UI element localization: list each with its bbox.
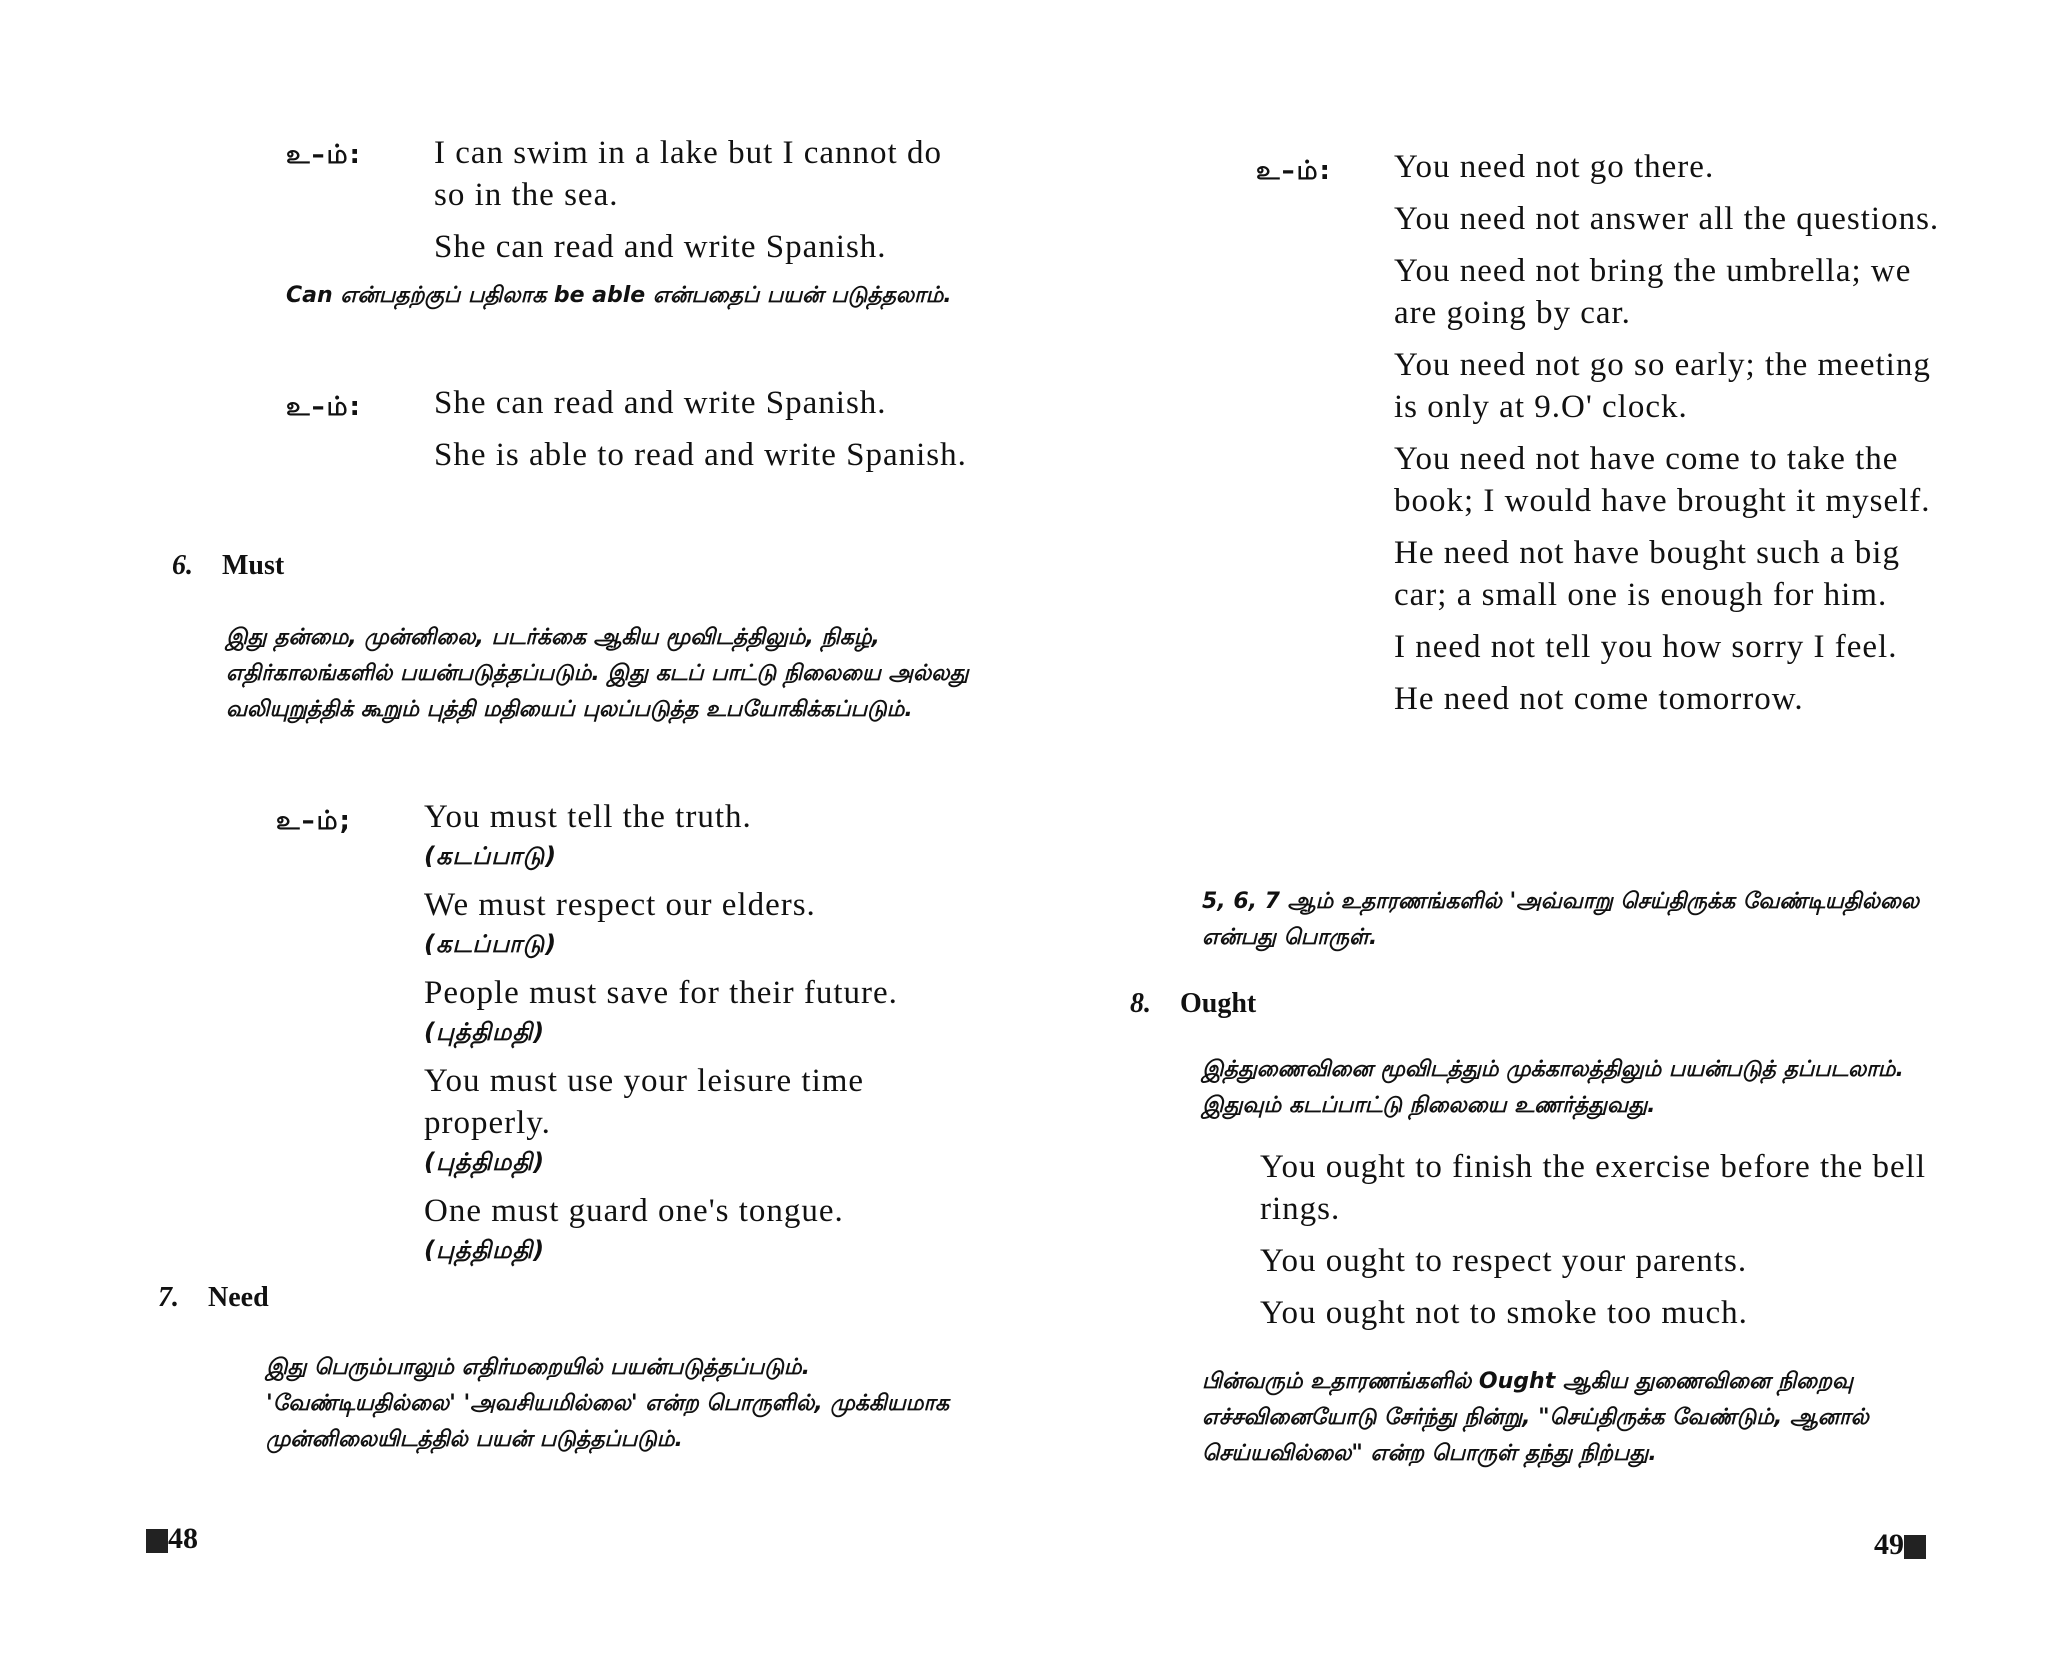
section-heading-must <box>172 550 284 582</box>
example-line: She is able to read and write Spanish. <box>434 437 967 473</box>
page-number-left: 48 <box>146 1522 198 1556</box>
example-line: She can read and write Spanish. <box>434 385 887 421</box>
ought-closing-note: பின்வரும் உதாரணங்களில் Ought ஆகிய துணைவினை நிறைவு எச்சவினையோடு சேர்ந்து நின்று, "செய்திருக்க வேண்டும், ஆனால் செய்யவில்லை" என்ற பொருள் தந்து நிற்பது. <box>1202 1369 1869 1466</box>
example-item <box>424 884 984 962</box>
example-item <box>424 972 984 1050</box>
example-line: I can swim in a lake but I cannot do so in the sea. <box>434 135 942 213</box>
able-examples <box>434 382 974 486</box>
must-examples <box>424 796 984 1278</box>
print-mark-icon <box>1904 1535 1926 1559</box>
example-tag: (புத்திமதி) <box>424 1148 546 1176</box>
example-tag: (கடப்பாடு) <box>424 930 558 958</box>
example-item <box>424 796 984 874</box>
right-page <box>1024 0 2048 1656</box>
example-line: You need not answer all the questions. <box>1394 201 1940 237</box>
must-note: இது தன்மை, முன்னிலை, படர்க்கை ஆகிய மூவிடத்திலும், நிகழ், எதிர்காலங்களில் பயன்படுத்தப்படும். இது கடப் பாட்டு நிலையை அல்லது வலியுறுத்திக் கூறும் புத்தி மதியைப் புலப்படுத்த உபயோகிக்கப்படும். <box>226 625 969 722</box>
example-line: We must respect our elders. <box>424 887 816 923</box>
example-label: உ–ம்: <box>286 392 362 422</box>
section-title: Ought <box>1180 988 1257 1019</box>
example-line: One must guard one's tongue. <box>424 1193 844 1229</box>
example-label: உ–ம்; <box>276 806 352 836</box>
example-tag: (புத்திமதி) <box>424 1236 546 1264</box>
example-line: She can read and write Spanish. <box>434 229 887 265</box>
example-line: You need not have come to take the book; I would have brought it myself. <box>1394 441 1931 519</box>
example-item <box>424 1060 984 1180</box>
example-line: You need not bring the umbrella; we are going by car. <box>1394 253 1912 331</box>
section-number: 6. <box>172 550 193 581</box>
example-label: உ–ம்: <box>1256 156 1332 186</box>
example-line: He need not come tomorrow. <box>1394 681 1804 717</box>
example-line: You ought to respect your parents. <box>1260 1243 1748 1279</box>
example-line: You need not go so early; the meeting is only at 9.O' clock. <box>1394 347 1931 425</box>
section-title: Must <box>222 550 285 581</box>
example-tag: (புத்திமதி) <box>424 1018 546 1046</box>
section-heading-need <box>158 1282 269 1314</box>
example-label: உ–ம்: <box>286 140 362 170</box>
example-item <box>424 1190 984 1268</box>
page-number-right: 49 <box>1874 1528 1926 1562</box>
section-number: 8. <box>1130 988 1151 1019</box>
example-line: You need not go there. <box>1394 149 1715 185</box>
example-line: You ought to finish the exercise before the bell rings. <box>1260 1149 1927 1227</box>
example-line: You ought not to smoke too much. <box>1260 1295 1748 1331</box>
print-mark-icon <box>146 1529 168 1553</box>
can-examples <box>434 132 974 278</box>
section-number: 7. <box>158 1282 179 1313</box>
example-line: You must tell the truth. <box>424 799 752 835</box>
example-line: I need not tell you how sorry I feel. <box>1394 629 1898 665</box>
need-note: இது பெரும்பாலும் எதிர்மறையில் பயன்படுத்தப்படும். 'வேண்டியதில்லை' 'அவசியமில்லை' என்ற பொருளில், முக்கியமாக முன்னிலையிடத்தில் பயன் படுத்தப்படும். <box>266 1355 950 1452</box>
examples-note: 5, 6, 7 ஆம் உதாரணங்களில் 'அவ்வாறு செய்திருக்க வேண்டியதில்லை என்பது பொருள். <box>1202 889 1920 950</box>
section-heading-ought <box>1130 988 1256 1020</box>
ought-note: இத்துணைவினை மூவிடத்தும் முக்காலத்திலும் பயன்படுத் தப்படலாம். இதுவும் கடப்பாட்டு நிலையை உணர்த்துவது. <box>1202 1057 1904 1118</box>
example-line: You must use your leisure time properly. <box>424 1063 865 1141</box>
ought-examples <box>1260 1146 1960 1344</box>
example-line: People must save for their future. <box>424 975 898 1011</box>
example-tag: (கடப்பாடு) <box>424 842 558 870</box>
section-title: Need <box>208 1282 269 1313</box>
can-note: Can என்பதற்குப் பதிலாக be able என்பதைப் பயன் படுத்தலாம். <box>286 283 952 308</box>
example-line: He need not have bought such a big car; a small one is enough for him. <box>1394 535 1900 613</box>
need-examples <box>1394 146 1954 730</box>
